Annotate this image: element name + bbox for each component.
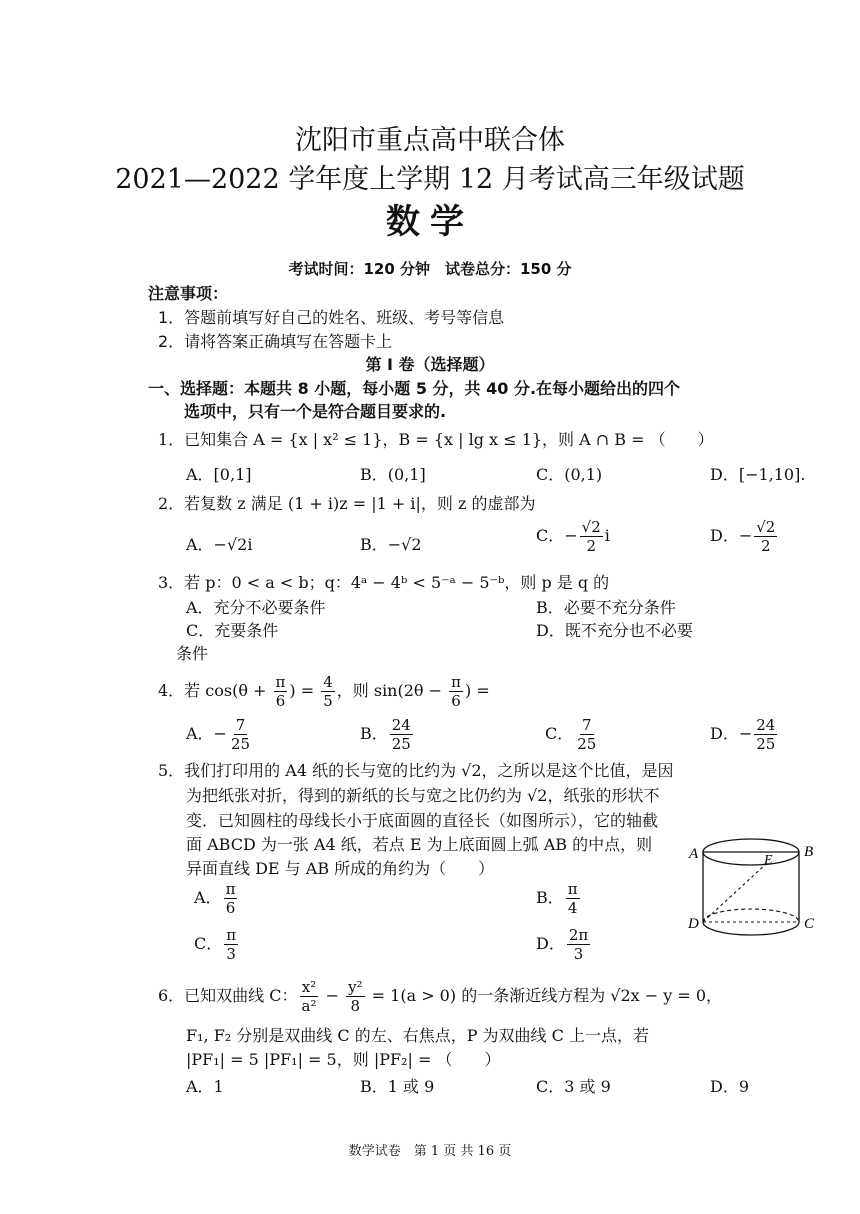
page-footer: 数学试卷 第 1 页 共 16 页 (348, 1144, 512, 1159)
q2-d-prefix: D．− (710, 526, 753, 545)
q6-x-num: x² (301, 978, 317, 996)
q6-option-d: D．9 (710, 1077, 750, 1096)
q3-option-c: C．充要条件 (186, 621, 279, 640)
q4-b-num: 24 (391, 716, 411, 734)
q1-option-c: C．(0,1) (536, 465, 603, 484)
q6-minus: − (320, 986, 345, 1005)
q2-c-suffix: i (604, 526, 610, 545)
q4-a-fraction (229, 716, 252, 753)
q5-b-prefix: B． (536, 888, 564, 907)
q5-line-5: 异面直线 DE 与 AB 所成的角约为（ ） (186, 859, 495, 878)
exam-info: 考试时间：120 分钟 试卷总分：150 分 (288, 260, 572, 278)
q5-c-prefix: C． (194, 934, 223, 953)
q4-pi-fraction-2 (449, 673, 463, 710)
q5-d-den: 3 (573, 945, 584, 963)
q5-a-num: π (225, 880, 236, 898)
q4-b-prefix: B． (360, 724, 388, 743)
label-b: B (804, 844, 814, 860)
q5-d-prefix: D． (536, 934, 565, 953)
q5-b-fraction (566, 880, 580, 917)
q6-option-b: B．1 或 9 (360, 1077, 435, 1096)
cylinder-bottom-back-arc (703, 909, 799, 922)
q4-value-fraction (321, 673, 335, 710)
q1-option-d: D．[−1,10]. (710, 465, 806, 484)
q4-option-b (360, 716, 415, 753)
q4-d-den: 25 (756, 735, 776, 753)
q2-c-prefix: C．− (536, 526, 578, 545)
q5-c-num: π (226, 926, 237, 944)
q4-pi-num-2: π (451, 673, 461, 691)
q6-y-num: y² (348, 978, 363, 996)
q4-a-prefix: A．− (186, 724, 227, 743)
q4-value-den: 5 (323, 692, 333, 710)
q4-stem-end: ) = (464, 681, 490, 700)
q5-line-3: 变．已知圆柱的母线长小于底面圆的直径长（如图所示），它的轴截 (186, 811, 659, 830)
q5-d-num: 2π (568, 926, 589, 944)
q6-line1-pre: 6．已知双曲线 C： (158, 986, 298, 1005)
q4-b-den: 25 (391, 735, 411, 753)
section-instruction-1: 一、选择题：本题共 8 小题，每小题 5 分，共 40 分.在每小题给出的四个 (148, 379, 681, 398)
q4-pi-fraction-1 (274, 673, 288, 710)
q1-stem: 1．已知集合 A = {x | x² ≤ 1}，B = {x | lg x ≤ 1}，则 A ∩ B = （ ） (158, 430, 714, 449)
q4-value-num: 4 (323, 673, 333, 691)
q2-option-d (710, 518, 779, 555)
cylinder-bottom-front-arc (703, 922, 799, 935)
q3-option-a: A．充分不必要条件 (186, 598, 326, 617)
q3-stem: 3．若 p：0 < a < b；q：4ᵃ − 4ᵇ < 5⁻ᵃ − 5⁻ᵇ，则 p 是 q 的 (158, 573, 610, 592)
q5-option-b (536, 880, 582, 917)
label-d: D (688, 916, 699, 932)
q4-c-num: 7 (582, 716, 592, 734)
q2-d-den: 2 (761, 537, 771, 555)
q5-option-c (194, 926, 240, 963)
q4-c-fraction (575, 716, 598, 753)
q2-c-fraction (580, 518, 603, 555)
q4-stem-mid: ) = (289, 681, 320, 700)
section-instruction-2: 选项中，只有一个是符合题目要求的. (184, 402, 447, 421)
q2-c-den: 2 (586, 537, 596, 555)
q5-d-fraction (567, 926, 590, 963)
q4-c-prefix: C． (545, 724, 574, 743)
section-title: 第 I 卷（选择题） (365, 355, 495, 374)
q4-pi-den-1: 6 (275, 692, 286, 710)
q4-b-fraction (390, 716, 413, 753)
q4-d-num: 24 (756, 716, 776, 734)
q4-pi-num-1: π (275, 673, 286, 691)
q5-c-den: 3 (226, 945, 236, 963)
label-e: E (764, 853, 773, 868)
notes-heading: 注意事项： (148, 284, 229, 303)
q2-option-b: B．−√2 (360, 535, 422, 554)
q6-option-a: A．1 (186, 1077, 224, 1096)
subject-title: 数学 (386, 202, 474, 242)
label-a: A (689, 846, 699, 862)
q6-x-den: a² (301, 997, 317, 1015)
q2-d-num: √2 (756, 518, 776, 536)
q4-c-den: 25 (577, 735, 597, 753)
note-item-2: 2．请将答案正确填写在答题卡上 (158, 332, 393, 351)
label-c: C (804, 916, 815, 932)
q5-option-d (536, 926, 592, 963)
title-line-1: 沈阳市重点高中联合体 (295, 125, 565, 156)
note-item-1: 1．答题前填写好自己的姓名、班级、考号等信息 (158, 308, 505, 327)
q5-a-prefix: A． (194, 888, 222, 907)
q4-a-num: 7 (235, 716, 246, 734)
q4-option-a (186, 716, 254, 753)
q5-line-4: 面 ABCD 为一张 A4 纸，若点 E 为上底面圆上弧 AB 的中点，则 (186, 835, 653, 854)
q5-line-2: 为把纸张对折，得到的新纸的长与宽之比仍约为 √2，纸张的形状不 (186, 786, 660, 805)
q2-option-a: A．−√2i (186, 535, 253, 554)
q6-line-2: F₁, F₂ 分别是双曲线 C 的左、右焦点，P 为双曲线 C 上一点，若 (186, 1026, 649, 1045)
q5-line-1: 5．我们打印用的 A4 纸的长与宽的比约为 √2，之所以是这个比值，是因 (158, 761, 674, 780)
q6-y-den: 8 (350, 997, 361, 1015)
q3-option-d-continued: 条件 (176, 644, 209, 663)
q4-d-prefix: D．− (710, 724, 753, 743)
q6-line1-post: = 1(a > 0) 的一条渐近线方程为 √2x − y = 0， (366, 986, 723, 1005)
q2-d-fraction (754, 518, 777, 555)
q4-stem (158, 673, 490, 710)
q4-a-den: 25 (230, 735, 251, 753)
q5-option-a (194, 880, 239, 917)
q5-b-num: π (567, 880, 578, 898)
q5-a-fraction (224, 880, 238, 917)
q1-option-a: A．[0,1] (186, 465, 252, 484)
q4-stem-pre: 4．若 cos(θ + (158, 681, 272, 700)
q5-a-den: 6 (225, 899, 236, 917)
q2-c-num: √2 (581, 518, 601, 536)
q4-stem-mid2: ，则 sin(2θ − (336, 681, 448, 700)
q4-pi-den-2: 6 (451, 692, 461, 710)
q4-d-fraction (754, 716, 777, 753)
q6-y-fraction (346, 978, 365, 1015)
q6-line-1 (158, 978, 722, 1015)
cylinder-figure (680, 832, 830, 950)
q2-stem: 2．若复数 z 满足 (1 + i)z = |1 + i|，则 z 的虚部为 (158, 494, 536, 513)
q6-line-3: |PF₁| = 5 |PF₁| = 5，则 |PF₂| = （ ） (186, 1050, 501, 1069)
q3-option-b: B．必要不充分条件 (536, 598, 676, 617)
q6-x-fraction (300, 978, 319, 1015)
q5-b-den: 4 (567, 899, 578, 917)
q3-option-d: D．既不充分也不必要 (536, 621, 693, 640)
title-line-2: 2021—2022 学年度上学期 12 月考试高三年级试题 (115, 164, 745, 195)
segment-de (703, 864, 766, 922)
q4-option-c (545, 716, 600, 753)
q6-option-c: C．3 或 9 (536, 1077, 611, 1096)
q1-option-b: B．(0,1] (360, 465, 426, 484)
q5-c-fraction (224, 926, 238, 963)
q4-option-d (710, 716, 779, 753)
q2-option-c (536, 518, 610, 555)
